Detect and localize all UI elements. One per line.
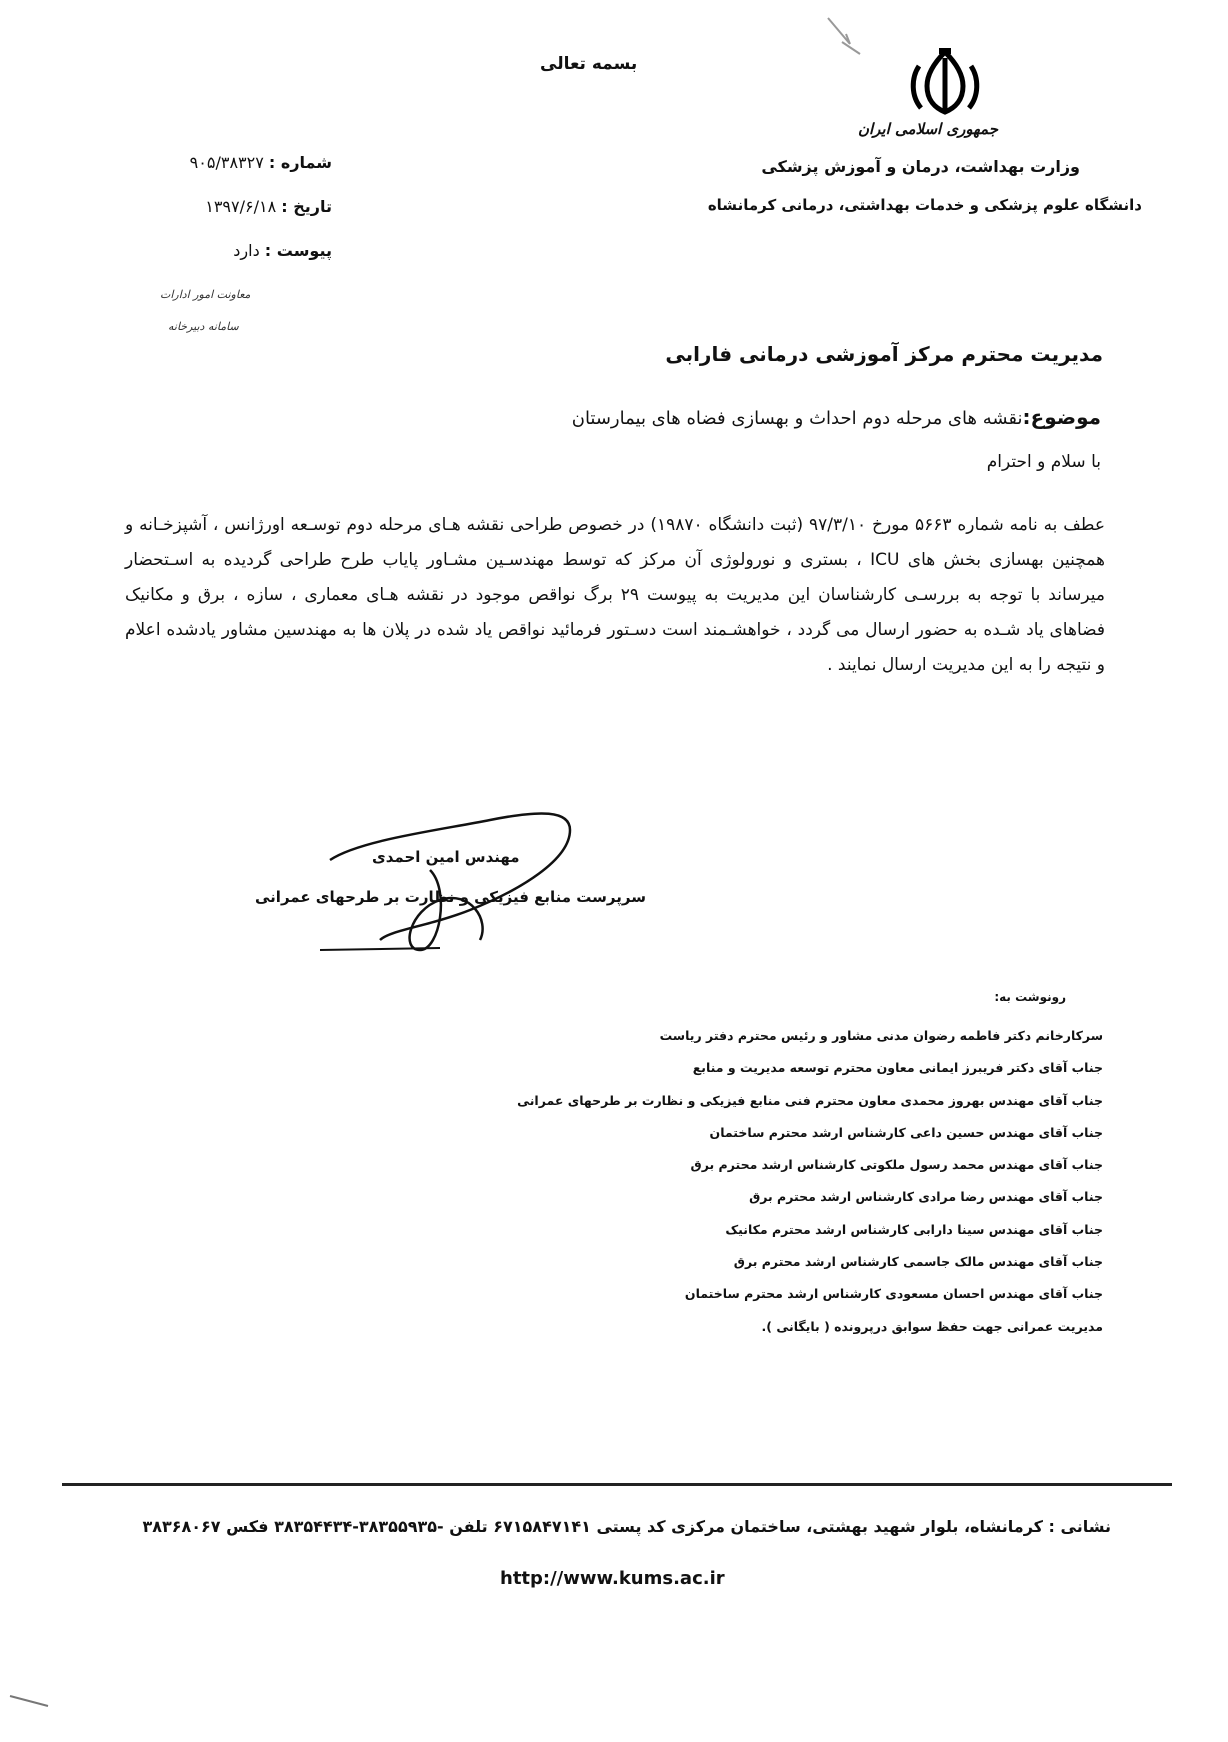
invocation-heading: بسمه تعالی (540, 54, 638, 74)
letter-date (132, 197, 332, 216)
letter-greeting: با سلام و احترام (986, 452, 1101, 472)
letter-recipient: مدیریت محترم مرکز آموزشی درمانی فارابی (665, 342, 1103, 366)
letter-number (132, 153, 332, 172)
letter-attachment-value: دارد (233, 241, 260, 260)
list-item: جناب آقای مهندس رضا مرادی کارشناس ارشد محترم برق (749, 1189, 1103, 1205)
list-item: جناب آقای مهندس مالک جاسمی کارشناس ارشد محترم برق (733, 1254, 1103, 1270)
list-item: مدیریت عمرانی جهت حفظ سوابق درپرونده ( بایگانی ). (761, 1318, 1103, 1334)
letter-number-value: ۹۰۵/۳۸۳۲۷ (189, 153, 264, 172)
list-item: جناب آقای دکتر فریبرز ایمانی معاون محترم توسعه مدیریت و منابع (692, 1060, 1103, 1076)
handwritten-signature (320, 800, 620, 960)
letter-body: عطف به نامه شماره ۵۶۶۳ مورخ ۹۷/۳/۱۰ (ثبت دانشگاه ۱۹۸۷۰) در خصوص طراحی نقشه هـای مرحله دوم توسـعه اورژانس ، آشپزخـانه و همچنین بهسازی بخش های ICU ، بستری و نورولوژی آن مرکز که توسط مهندسـین مشـاور پایاب طرح طراحی گردیده به اسـتحضار میرساند با توجه به بررسـی کارشناسان این مدیریت به پیوست ۲۹ برگ نواقص موجود در نقشه هـای معماری ، سازه ، برق و مکانیک فضاهای یاد شـده به حضور ارسال می گردد ، خواهشـمند است دسـتور فرمائید نواقص یاد شده در پلان ها به مهندسین مشاور یادشده اعلام و نتیجه را به این مدیریت ارسال نمایند . (125, 515, 1105, 675)
subject-label: موضوع: (1022, 405, 1101, 429)
scan-artifact-mark (820, 14, 880, 64)
signer-name: مهندس امین احمدی (372, 848, 520, 866)
list-item: جناب آقای مهندس محمد رسول ملکوتی کارشناس ارشد محترم برق (690, 1157, 1103, 1173)
letter-number-label: شماره : (268, 153, 332, 172)
footer-divider (62, 1483, 1172, 1486)
letter-attachment-label: پیوست : (264, 241, 332, 260)
subject-text: نقشه های مرحله دوم احداث و بهسازی فضاه های بیمارستان (571, 408, 1023, 429)
handwritten-note: معاونت امور ادارات (160, 288, 251, 301)
university-name: دانشگاه علوم پزشکی و خدمات بهداشتی، درمانی کرمانشاه (707, 196, 1142, 214)
cc-list (517, 1020, 1103, 1343)
list-item: جناب آقای مهندس حسین داعی کارشناس ارشد محترم ساختمان (709, 1124, 1103, 1140)
letter-date-value: ۱۳۹۷/۶/۱۸ (205, 197, 277, 216)
iran-emblem-logo (905, 48, 985, 116)
letter-date-label: تاریخ : (281, 197, 332, 216)
list-item: سرکارخانم دکتر فاطمه رضوان مدنی مشاور و رئیس محترم دفتر ریاست (659, 1028, 1103, 1043)
ministry-name: وزارت بهداشت، درمان و آموزش پزشکی (761, 157, 1080, 176)
letter-subject (572, 405, 1101, 429)
republic-caption: جمهوری اسلامی ایران (857, 120, 998, 138)
cc-heading: رونوشت به: (994, 990, 1066, 1004)
signer-title: سرپرست منابع فیزیکی و نظارت بر طرحهای عمرانی (255, 888, 646, 906)
list-item: جناب آقای مهندس بهروز محمدی معاون محترم فنی منابع فیزیکی و نظارت بر طرحهای عمرانی (517, 1092, 1103, 1108)
list-item: جناب آقای مهندس سینا دارابی کارشناس ارشد محترم مکانیک (725, 1221, 1103, 1237)
scan-artifact-mark (8, 1690, 68, 1710)
footer-website-link[interactable]: http://www.kums.ac.ir (500, 1568, 725, 1589)
footer-address: نشانی : کرمانشاه، بلوار شهید بهشتی، ساختمان مرکزی کد پستی ۶۷۱۵۸۴۷۱۴۱ تلفن -۳۸۳۵۵۹۳۵-۳۸۳۵۴۴۳۴ فکس ۳۸۳۶۸۰۶۷ (142, 1517, 1111, 1536)
handwritten-note: سامانه دبیرخانه (168, 320, 239, 333)
list-item: جناب آقای مهندس احسان مسعودی کارشناس ارشد محترم ساختمان (684, 1286, 1103, 1302)
letter-attachment (132, 241, 332, 260)
